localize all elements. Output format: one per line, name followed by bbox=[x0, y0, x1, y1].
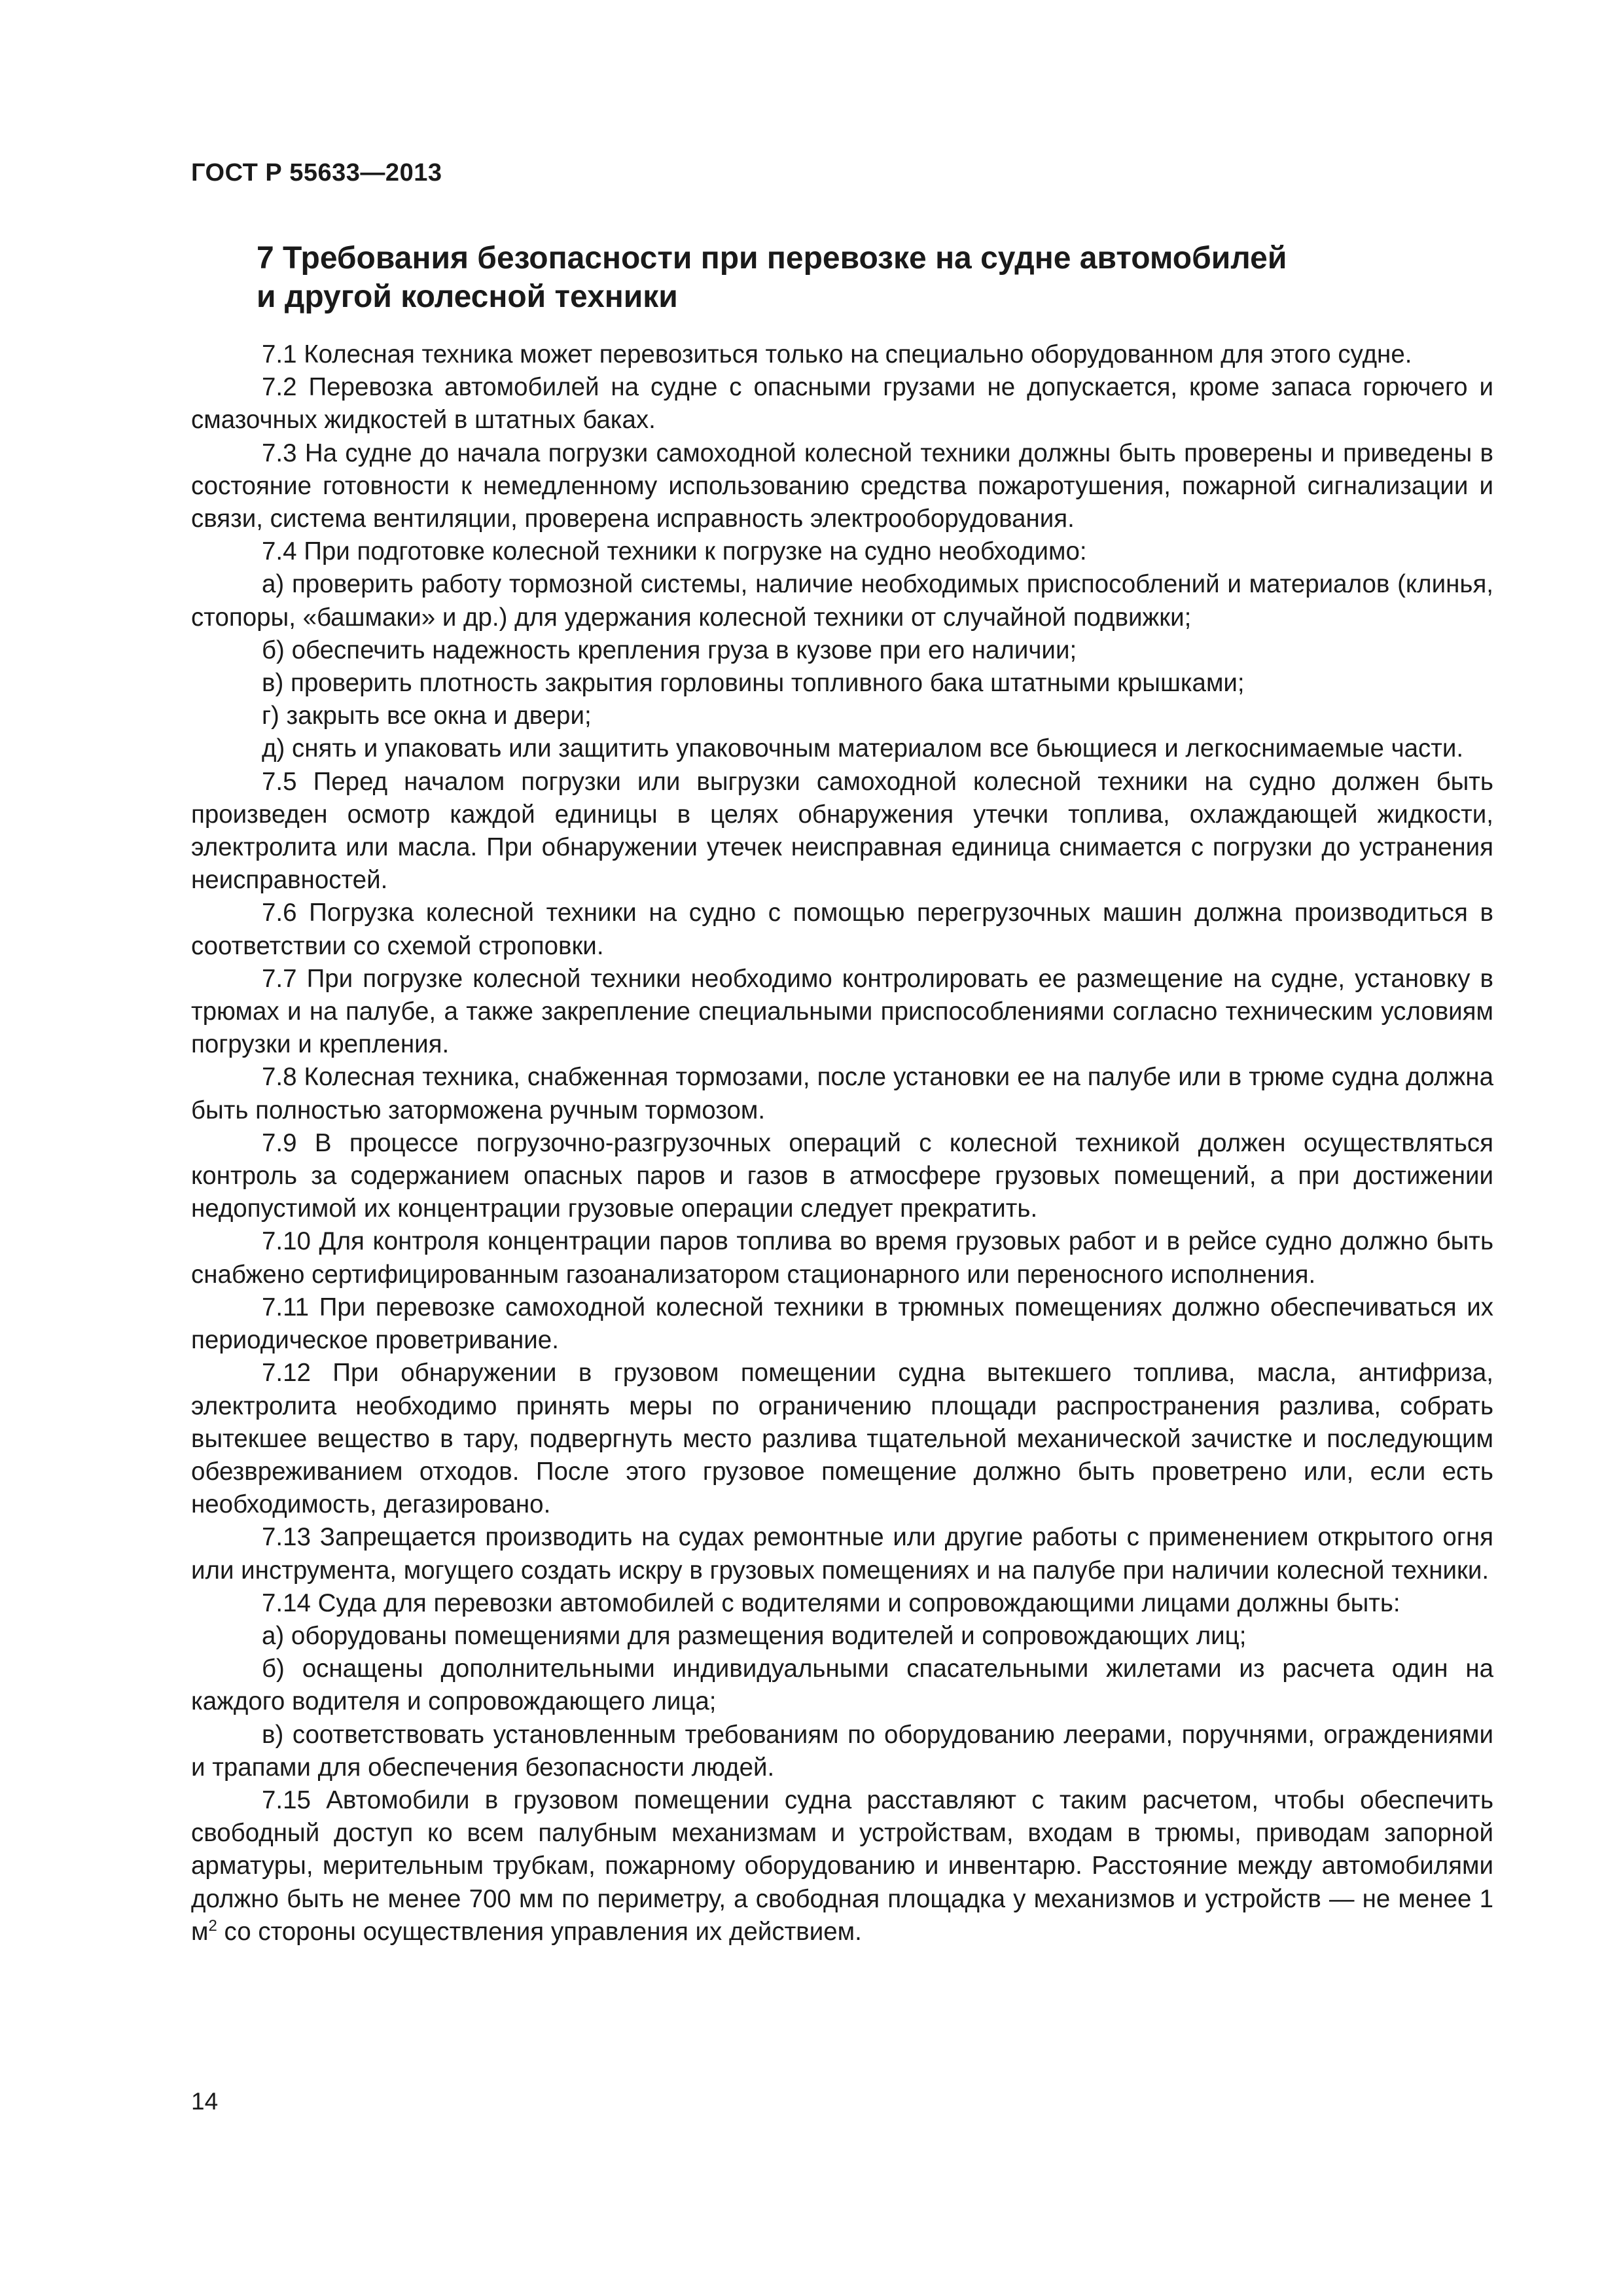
paragraph-last bbox=[191, 1784, 1493, 1948]
section-body bbox=[191, 338, 1493, 1948]
paragraph: 7.14 Суда для перевозки автомобилей с водителями и сопровождающими лицами должны быть: bbox=[262, 1588, 1400, 1617]
paragraph: 7.4 При подготовке колесной техники к погрузке на судно необходимо: bbox=[262, 537, 1087, 566]
paragraph-last-tail: со стороны осуществления управления их действием. bbox=[217, 1917, 862, 1946]
paragraph: 7.9 В процессе погрузочно-разгрузочных операций с колесной техникой должен осуществляться контроль за содержанием опасных паров и газов в атмосфере грузовых помещений, а при достижении недопустимой их концентрации грузовые операции следует прекратить. bbox=[191, 1128, 1493, 1223]
list-item: б) обеспечить надежность крепления груза в кузове при его наличии; bbox=[262, 636, 1077, 664]
paragraph: 7.7 При погрузке колесной техники необходимо контролировать ее размещение на судне, установку в трюмах и на палубе, а также закрепление специальными приспособлениями согласно техническим условиям погрузки и крепления. bbox=[191, 964, 1493, 1059]
document-code: ГОСТ Р 55633—2013 bbox=[191, 159, 442, 187]
paragraph: 7.3 На судне до начала погрузки самоходной колесной техники должны быть проверены и приведены в состояние готовности к немедленному использованию средства пожаротушения, пожарной сигнализации и связи, система вентиляции, проверена исправность электрооборудования. bbox=[191, 439, 1493, 533]
superscript: 2 bbox=[208, 1916, 217, 1935]
list-item: а) оборудованы помещениями для размещения водителей и сопровождающих лиц; bbox=[262, 1621, 1247, 1650]
paragraph: 7.6 Погрузка колесной техники на судно с помощью перегрузочных машин должна производиться в соответствии со схемой строповки. bbox=[191, 899, 1493, 960]
paragraph: 7.12 При обнаружении в грузовом помещении судна вытекшего топлива, масла, антифриза, электролита необходимо принять меры по ограничению площади распространения разлива, собрать вытекшее вещество в тару, подвергнуть место разлива тщательной механической зачистке и последующим обезвреживанием отходов. После этого грузовое помещение должно быть проветрено или, если есть необходимость, дегазировано. bbox=[191, 1359, 1493, 1519]
paragraph: 7.2 Перевозка автомобилей на судне с опасными грузами не допускается, кроме запаса горючего и смазочных жидкостей в штатных баках. bbox=[191, 373, 1493, 435]
list-item: г) закрыть все окна и двери; bbox=[262, 702, 592, 730]
paragraph: 7.8 Колесная техника, снабженная тормозами, после установки ее на палубе или в трюме судна должна быть полностью заторможена ручным тормозом. bbox=[191, 1063, 1493, 1124]
paragraph: 7.11 При перевозке самоходной колесной техники в трюмных помещениях должно обеспечиваться их периодическое проветривание. bbox=[191, 1293, 1493, 1355]
list-item: б) оснащены дополнительными индивидуальными спасательными жилетами из расчета один на каждого водителя и сопровождающего лица; bbox=[191, 1655, 1493, 1716]
page-number: 14 bbox=[191, 2088, 219, 2115]
list-item: а) проверить работу тормозной системы, наличие необходимых приспособлений и материалов (клинья, стопоры, «башмаки» и др.) для удержания колесной техники от случайной подвижки; bbox=[191, 570, 1493, 632]
paragraph: 7.10 Для контроля концентрации паров топлива во время грузовых работ и в рейсе судно должно быть снабжено сертифицированным газоанализатором стационарного или переносного исполнения. bbox=[191, 1227, 1493, 1289]
paragraph: 7.13 Запрещается производить на судах ремонтные или другие работы с применением открытого огня или инструмента, могущего создать искру в грузовых помещениях и на палубе при наличии колесной техники. bbox=[191, 1523, 1493, 1585]
list-item: д) снять и упаковать или защитить упаковочным материалом все бьющиеся и легкоснимаемые части. bbox=[262, 734, 1464, 763]
paragraph: 7.1 Колесная техника может перевозиться только на специально оборудованном для этого судне. bbox=[262, 340, 1412, 368]
paragraph-last-text: 7.15 Автомобили в грузовом помещении судна расставляют с таким расчетом, чтобы обеспечить свободный доступ ко всем палубным механизмам и устройствам, входам в трюмы, приводам запорной арматуры, мерительным трубкам, пожарному оборудованию и инвентарю. Расстояние между автомобилями должно быть не менее 700 мм по периметру, а свободная площадка у механизмов и устройств — не менее 1 м bbox=[191, 1785, 1493, 1946]
paragraph: 7.5 Перед началом погрузки или выгрузки самоходной колесной техники на судно должен быть произведен осмотр каждой единицы в целях обнаружения утечки топлива, охлаждающей жидкости, электролита или масла. При обнаружении утечек неисправная единица снимается с погрузки до устранения неисправностей. bbox=[191, 767, 1493, 895]
section-heading-line-1: 7 Требования безопасности при перевозке на судне автомобилей bbox=[257, 241, 1287, 276]
list-item: в) проверить плотность закрытия горловины топливного бака штатными крышками; bbox=[262, 669, 1245, 698]
list-item: в) соответствовать установленным требованиям по оборудованию леерами, поручнями, ограждениями и трапами для обеспечения безопасности людей. bbox=[191, 1720, 1493, 1782]
section-heading bbox=[257, 239, 1435, 316]
section-heading-line-2: и другой колесной техники bbox=[257, 279, 678, 314]
